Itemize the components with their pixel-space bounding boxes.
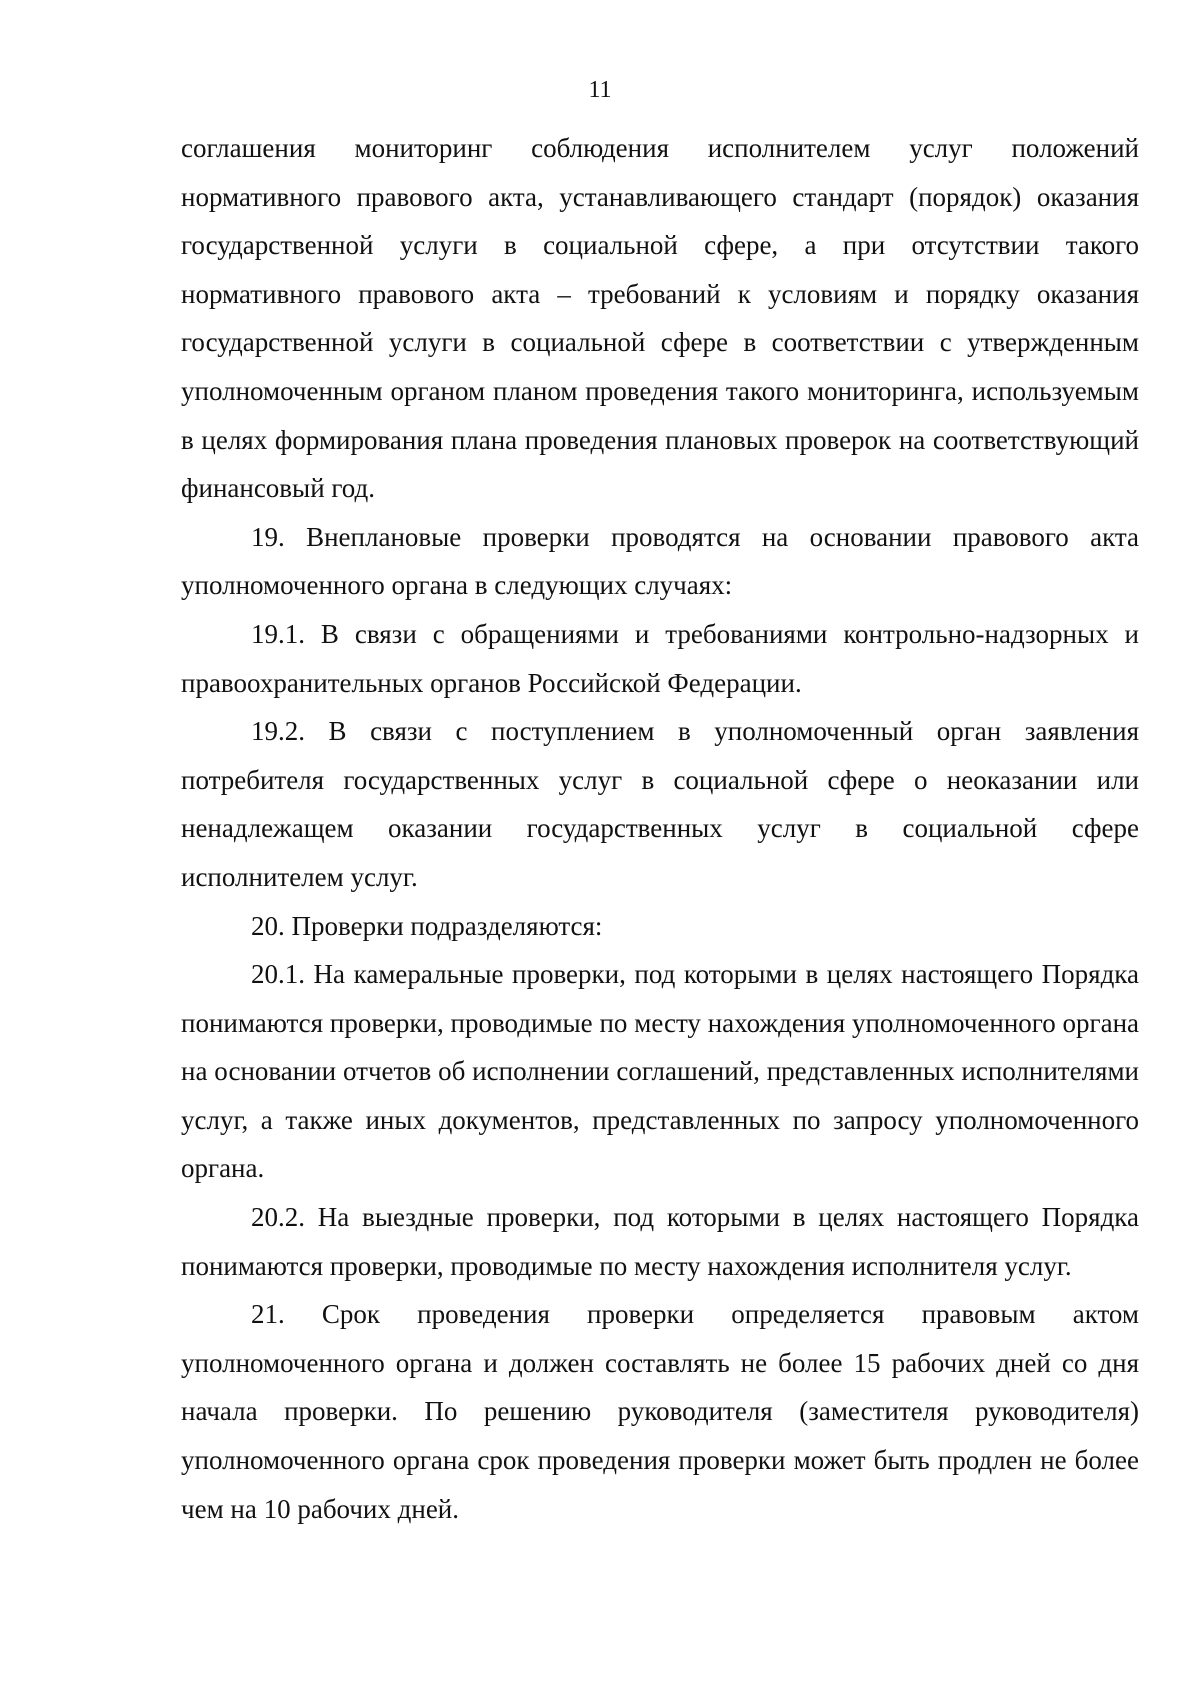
paragraph-19-2: 19.2. В связи с поступлением в уполномоченный орган заявления потребителя государственных услуг в социальной сфере о неоказании или ненадлежащем оказании государственных услуг в социальной сфере исполнителем услуг.: [181, 716, 1139, 892]
paragraph-20: 20. Проверки подразделяются:: [251, 910, 603, 941]
page-number: 11: [588, 77, 612, 103]
paragraph-19: 19. Внеплановые проверки проводятся на основании правового акта уполномоченного органа в следующих случаях:: [181, 521, 1139, 601]
paragraph-19-1: 19.1. В связи с обращениями и требованиями контрольно-надзорных и правоохранительных органов Российской Федерации.: [181, 618, 1139, 698]
paragraph-18-continuation: соглашения мониторинг соблюдения исполнителем услуг положений нормативного правового акта, устанавливающего стандарт (порядок) оказания государственной услуги в социальной сфере, а при отсутствии такого нормативного правового акта – требований к условиям и порядку оказания государственной услуги в социальной сфере в соответствии с утвержденным уполномоченным органом планом проведения такого мониторинга, используемым в целях формирования плана проведения плановых проверок на соответствующий финансовый год.: [181, 133, 1139, 504]
paragraph-20-1: 20.1. На камеральные проверки, под которыми в целях настоящего Порядка понимаются проверки, проводимые по месту нахождения уполномоченного органа на основании отчетов об исполнении соглашений, представленных исполнителями услуг, а также иных документов, представленных по запросу уполномоченного органа.: [181, 959, 1139, 1184]
paragraph-20-2: 20.2. На выездные проверки, под которыми в целях настоящего Порядка понимаются проверки, проводимые по месту нахождения исполнителя услуг.: [181, 1202, 1139, 1281]
paragraph-21: 21. Срок проведения проверки определяется правовым актом уполномоченного органа и должен составлять не более 15 рабочих дней со дня начала проверки. По решению руководителя (заместителя руководителя) уполномоченного органа срок проведения проверки может быть продлен не более чем на 10 рабочих дней.: [181, 1299, 1139, 1524]
document-body: [181, 124, 1139, 1533]
